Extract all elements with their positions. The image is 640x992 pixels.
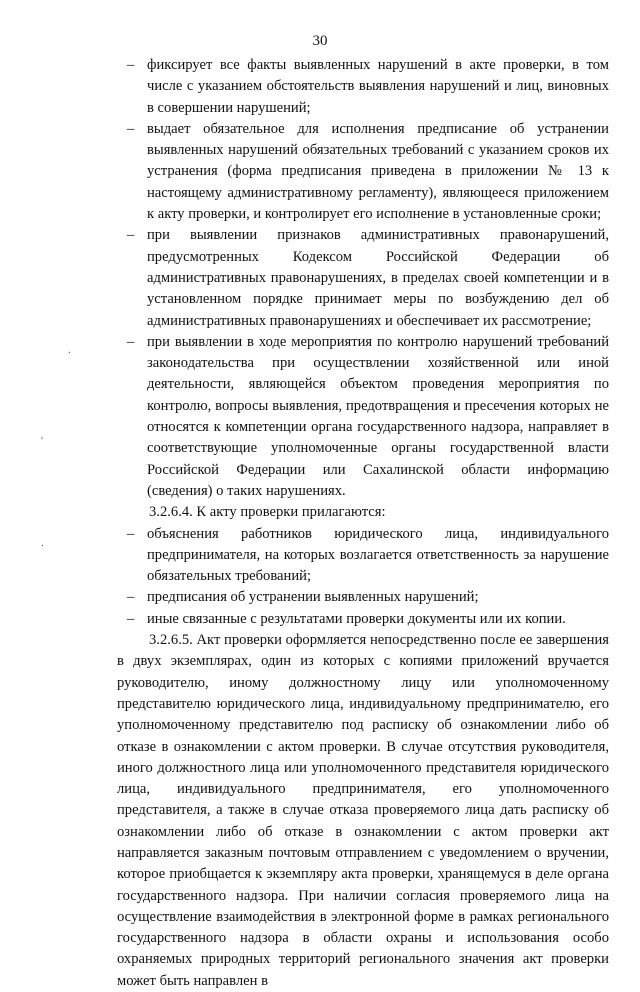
section-3-2-6-5-paragraph: 3.2.6.5. Акт проверки оформляется непосредственно после ее завершения в двух экземплярах, один из которых с копиями приложений вручается руководителю, иному должностному лицу или уполномоченному представителю юридического лица, индивидуальному предпринимателю, его уполномоченному представителю под расписку об ознакомлении либо об отказе в ознакомлении с актом проверки. В случае отсутствия руководителя, иного должностного лица или уполномоченного представителя юридического лица, индивидуального предпринимателя, его уполномоченного представителя, а также в случае отказа проверяемого лица дать расписку об ознакомлении либо об отказе в ознакомлении с актом проверки акт направляется заказным почтовым отправлением с уведомлением о вручении, которое приобщается к экземпляру акта проверки, хранящемуся в деле органа государственного надзора. При наличии согласия проверяемого лица на осуществление взаимодействия в электронной форме в рамках регионального государственного надзора в области охраны и использования особо охраняемых природных территорий регионального значения акт проверки может быть направлен в [117,632,609,989]
list-item-text: фиксирует все факты выявленных нарушений в акте проверки, в том числе с указанием обстоятельств выявления нарушений и лиц, виновных в совершении нарушений; [147,57,609,116]
margin-mark: . [41,537,44,549]
margin-mark: . [68,344,71,356]
list-item-text: объяснения работников юридического лица, индивидуального предпринимателя, на которых возлагается ответственность за нарушение обязательных требований; [147,525,609,585]
page-number: 30 [312,33,328,49]
dash-bullet: – [127,589,135,606]
list-item [117,55,609,119]
list-item-text: при выявлении признаков административных правонарушений, предусмотренных Кодексом Российской Федерации об административных правонарушениях, в пределах своей компетенции и в установленном порядке принимает меры по возбуждению дел об административных правонарушениях и обеспечивает их рассмотрение; [147,227,609,329]
dash-bullet: – [127,57,135,73]
document-body [117,55,609,992]
dash-bullet: – [127,525,135,542]
list-item [117,587,609,608]
margin-mark: ' [41,435,43,447]
dash-bullet: – [127,227,135,244]
dash-bullet: – [127,333,135,350]
list-item [117,524,609,588]
list-item-text: выдает обязательное для исполнения предписание об устранении выявленных нарушений обязательных требований с указанием сроков их устранения (форма предписания приведена в приложении № 13 к настоящему административному регламенту), являющееся приложением к акту проверки, и контролирует его исполнение в установленные сроки; [147,120,609,223]
list-item-text: при выявлении в ходе мероприятия по контролю нарушений требований законодательства при осуществлении хозяйственной или иной деятельности, являющейся объектом проведения мероприятия по контролю, вопросы выявления, предотвращения и пресечения которых не относятся к компетенции органа государственного надзора, направляет в соответствующие уполномоченные органы государственной власти Российской Федерации или Сахалинской области информацию (сведения) о таких нарушениях. [147,333,609,499]
dash-bullet: – [127,610,135,627]
list-item [117,225,609,331]
list-item [117,332,609,502]
dash-bullet: – [127,120,135,137]
list-item [117,119,609,225]
list-item [117,609,609,630]
section-3-2-6-4-heading: 3.2.6.4. К акту проверки прилагаются: [149,504,386,521]
list-item-text: иные связанные с результатами проверки документы или их копии. [147,610,566,627]
list-item-text: предписания об устранении выявленных нарушений; [147,589,479,606]
